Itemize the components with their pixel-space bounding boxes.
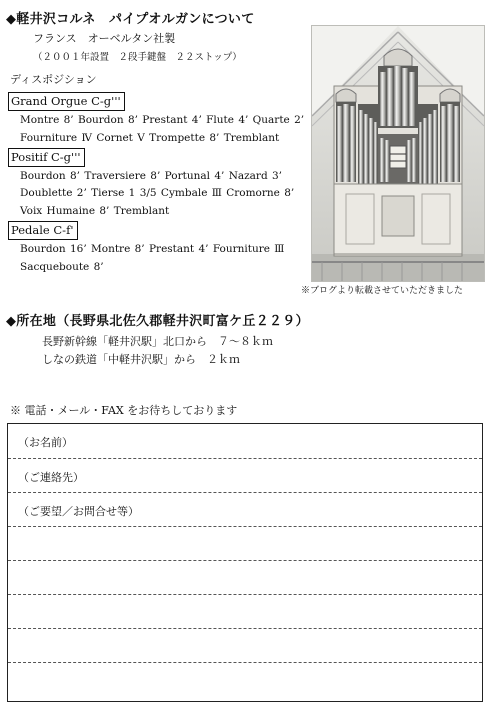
disposition-label: ディスポジション [10,73,97,86]
stops-line: Bourdon 16’ Montre 8’ Prestant 4’ Fourniture Ⅲ [20,243,285,255]
field-label: （お名前） [18,436,73,449]
ruled-line [8,628,482,629]
ruled-line [8,594,482,595]
ruled-line [8,560,482,561]
pipe-organ-illustration [312,26,484,281]
stops-line: Voix Humaine 8’ Tremblant [20,205,170,217]
contact-note: ※ 電話・メール・FAX をお待ちしております [10,404,238,417]
ruled-line [8,526,482,527]
organ-photo [311,25,485,282]
stops-line: Montre 8’ Bourdon 8’ Prestant 4’ Flute 4’ Quarte 2’ [20,114,305,126]
location-heading: ◆所在地（長野県北佐久郡軽井沢町富ケ丘２２９） [6,314,309,329]
ruled-line [8,662,482,663]
contact-form [7,423,483,702]
form-field-request[interactable] [8,492,482,703]
division-grand-orgue: Grand Orgue C-g''' [8,92,125,111]
form-field-name[interactable] [8,424,482,456]
builder-text: フランス オーベルタン社製 [33,32,176,45]
organ-heading: ◆軽井沢コルネ パイプオルガンについて [6,12,255,27]
access-line: しなの鉄道「中軽井沢駅」から ２ｋｍ [42,353,240,366]
photo-credit: ※ブログより転載させていただきました [301,286,464,296]
stops-line: Fourniture Ⅳ Cornet Ⅴ Trompette 8’ Tremblant [20,132,280,144]
field-label: （ご連絡先） [18,471,84,484]
stops-line: Bourdon 8’ Traversiere 8’ Portunal 4’ Nazard 3’ [20,170,283,182]
stops-line: Sacqueboute 8’ [20,261,104,273]
form-field-contact[interactable] [8,458,482,492]
stops-line: Doublette 2’ Tierse 1 3/5 Cymbale Ⅲ Cromorne 8’ [20,187,295,199]
specs-text: （２００１年設置 ２段手鍵盤 ２２ストップ） [33,52,242,63]
access-line: 長野新幹線「軽井沢駅」北口から ７～８ｋｍ [42,335,273,348]
division-pedale: Pedale C-f' [8,221,78,240]
division-positif: Positif C-g''' [8,148,85,167]
field-label: （ご要望／お問合せ等） [18,505,139,518]
